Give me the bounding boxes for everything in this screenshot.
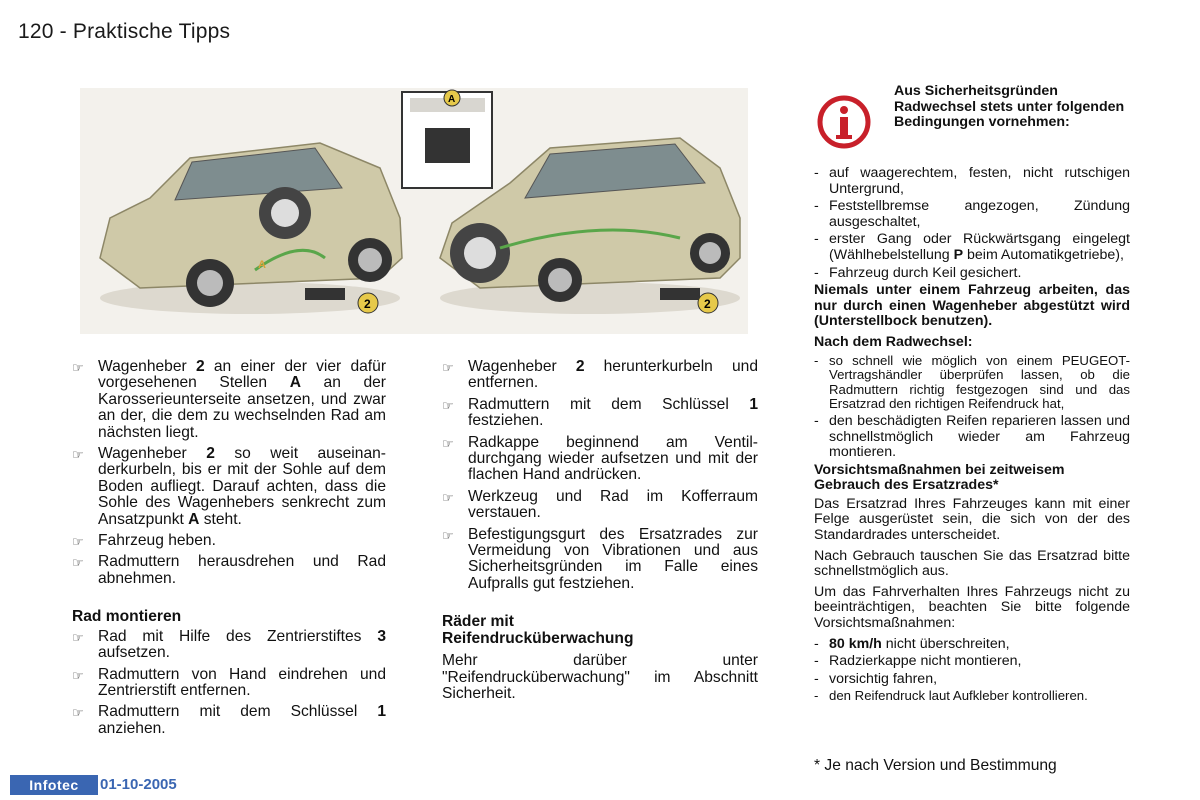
step-raise-vehicle: ☞ Fahrzeug heben. bbox=[72, 532, 216, 550]
footer-date: 01-10-2005 bbox=[100, 776, 177, 793]
section-heading-mount-wheel: Rad montieren bbox=[72, 608, 182, 626]
precaution-item: - den Reifendruck laut Aufkleber kontrollieren. bbox=[814, 688, 1088, 704]
tpms-reference-text: Mehr darüber unter "Reifendrucküberwachung" im Abschnitt Sicherheit. bbox=[442, 652, 758, 702]
figure-label-2-right: 2 bbox=[704, 297, 711, 311]
section-heading-tpms: Räder mit Reifendrucküberwachung bbox=[442, 613, 634, 647]
information-warning-icon bbox=[816, 94, 872, 150]
spare-wheel-paragraph: Das Ersatzrad Ihres Fahrzeuges kann mit einer Felge ausgerüstet sein, die sich von der des Standardrades unterscheidet. bbox=[814, 495, 1130, 544]
condition-item: - Fahrzeug durch Keil gesichert. bbox=[814, 264, 1022, 281]
precaution-item: - Radzierkappe nicht montieren, bbox=[814, 653, 1022, 670]
safety-warning-box bbox=[814, 84, 1130, 162]
pointing-hand-icon: ☞ bbox=[442, 435, 454, 451]
pointing-hand-icon: ☞ bbox=[72, 667, 84, 683]
warning-title: Aus Sicherheitsgründen Radwechsel stets unter folgenden Bedingungen vornehmen: bbox=[894, 83, 1125, 131]
precaution-item: - vorsichtig fahren, bbox=[814, 670, 938, 687]
pointing-hand-icon: ☞ bbox=[72, 629, 84, 645]
pointing-hand-icon: ☞ bbox=[72, 447, 84, 463]
condition-item: - Feststellbremse angezogen, Zündung ausgeschaltet, bbox=[814, 198, 1130, 230]
precaution-item: - 80 km/h nicht überschreiten, bbox=[814, 635, 1010, 652]
pointing-hand-icon: ☞ bbox=[442, 489, 454, 505]
pointing-hand-icon: ☞ bbox=[442, 527, 454, 543]
spare-wheel-paragraph: Um das Fahrverhalten Ihres Fahrzeugs nicht zu beeinträchtigen, beachten Sie bitte folgende Vorsichtsmaßnahmen: bbox=[814, 583, 1130, 632]
precautions-heading: Vorsichtsmaßnahmen bei zeitweisem Gebrauch des Ersatzrades* bbox=[814, 461, 1065, 494]
pointing-hand-icon: ☞ bbox=[442, 397, 454, 413]
page-title: 120 - Praktische Tipps bbox=[18, 20, 231, 43]
after-change-item: - den beschädigten Reifen reparieren lassen und schnellstmöglich wieder am Fahrzeug montieren. bbox=[814, 412, 1130, 461]
safety-column bbox=[814, 84, 1130, 706]
step-final-tighten: ☞ Radmuttern mit dem Schlüssel 1 festziehen. bbox=[442, 395, 758, 430]
figure-label-a-left: A bbox=[258, 259, 266, 271]
pointing-hand-icon: ☞ bbox=[72, 360, 84, 375]
after-change-item: - so schnell wie möglich von einem PEUGEOT-Vertragshändler überprüfen lassen, ob die Radmuttern richtig festgezogen sind und das Ersatzrad den richtigen Reifendruck hat, bbox=[814, 352, 1130, 412]
infotec-logo: Infotec bbox=[10, 775, 98, 795]
step-strap: ☞ Befestigungsgurt des Ersatzrades zur Vermeidung von Vibrationen und aus Sicherheitsgründen im Falle eines Aufpralls gut festziehen. bbox=[442, 525, 758, 592]
figure-label-2-left: 2 bbox=[364, 297, 371, 311]
step-stow-tools: ☞ Werkzeug und Rad im Kofferraum verstauen. bbox=[442, 487, 758, 522]
step-position-jack: ☞ Wagenheber 2 an einer der vier dafür vorgesehenen Stellen A an der Karosserieunterseite ansetzen, und zwar an der, die dem zu wechselnden Rad am nächsten liegt. bbox=[72, 358, 387, 441]
step-fit-wheel: ☞ Rad mit Hilfe des Zentrierstiftes 3 aufsetzen. bbox=[72, 627, 386, 662]
spare-wheel-paragraph: Nach Gebrauch tauschen Sie das Ersatzrad bitte schnellstmöglich aus. bbox=[814, 547, 1130, 580]
step-remove-wheel: ☞ Radmuttern herausdrehen und Rad abnehmen. bbox=[72, 553, 386, 587]
footnote: * Je nach Version und Bestimmung bbox=[814, 757, 1057, 774]
after-change-heading: Nach dem Radwechsel: bbox=[814, 333, 973, 350]
wheel-change-illustration bbox=[80, 88, 748, 334]
pointing-hand-icon: ☞ bbox=[72, 705, 84, 721]
pointing-hand-icon: ☞ bbox=[442, 360, 454, 375]
step-lower-jack: ☞ Wagenheber 2 herunterkurbeln und entfernen. bbox=[442, 358, 758, 392]
step-hubcap: ☞ Radkappe beginnend am Ventildurchgang wieder aufsetzen und mit der flachen Hand andrücken. bbox=[442, 433, 758, 484]
inset-label-a: A bbox=[448, 94, 456, 105]
inset-detail-illustration bbox=[402, 90, 492, 188]
pointing-hand-icon: ☞ bbox=[72, 534, 84, 550]
pointing-hand-icon: ☞ bbox=[72, 555, 84, 571]
instructions-column-2 bbox=[442, 359, 758, 707]
condition-item: - auf waagerechtem, festen, nicht rutschigen Untergrund, bbox=[814, 165, 1130, 197]
step-tighten-nuts: ☞ Radmuttern mit dem Schlüssel 1 anziehen. bbox=[72, 703, 386, 737]
step-extend-jack: ☞ Wagenheber 2 so weit auseinanderkurbeln, bis er mit der Sohle auf dem Boden aufliegt. Darauf achten, dass die Sohle des Wagenhebers senkrecht zum Ansatzpunkt A steht. bbox=[72, 445, 386, 528]
instructions-column-1 bbox=[72, 359, 386, 742]
condition-item: - erster Gang oder Rückwärtsgang eingelegt (Wählhebelstellung P beim Automatikgetriebe), bbox=[814, 231, 1130, 263]
step-screw-nuts: ☞ Radmuttern von Hand eindrehen und Zentrierstift entfernen. bbox=[72, 665, 386, 699]
never-under-vehicle-warning: Niemals unter einem Fahrzeug arbeiten, das nur durch einen Wagenheber abgestützt wird (Unterstellbock benutzen). bbox=[814, 282, 1130, 330]
